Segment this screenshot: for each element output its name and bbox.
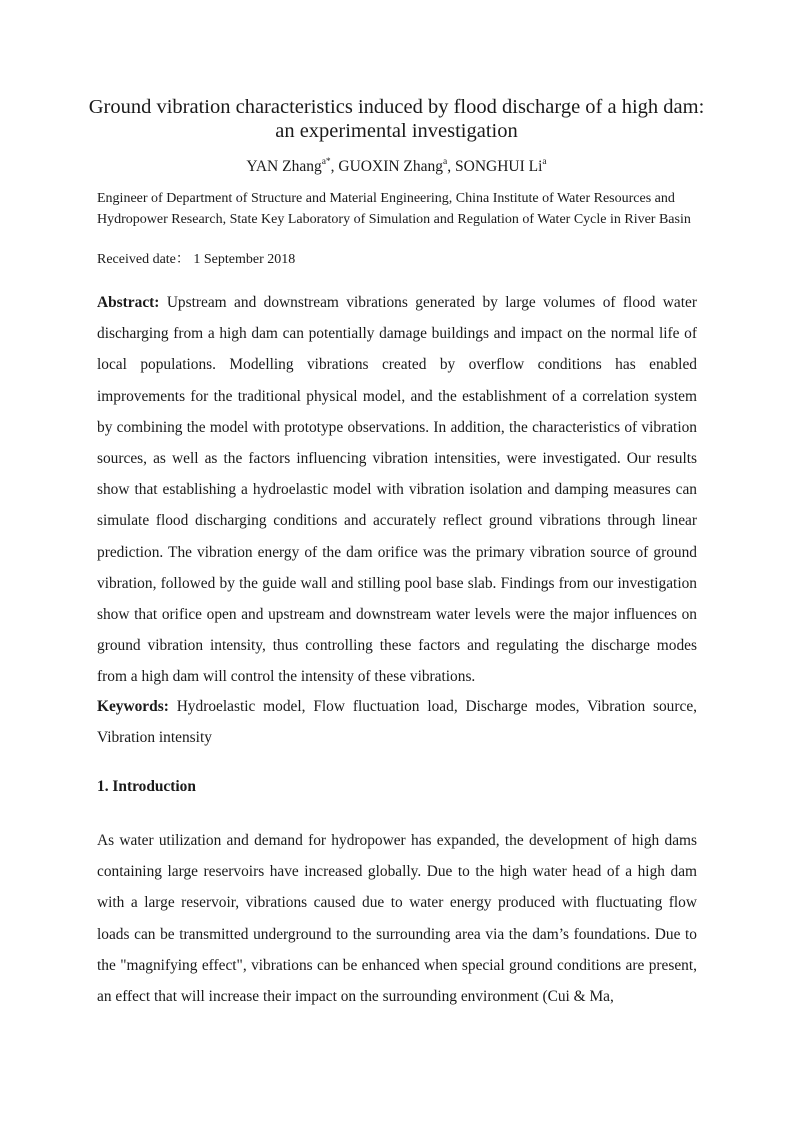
title-line-2: an experimental investigation <box>275 120 518 142</box>
abstract-text: Upstream and downstream vibrations generated by large volumes of flood water discharging from a high dam can potentially damage buildings and impact on the normal life of local populations. Modelling vibrations created by overflow conditions has enabled improvements for the traditional physical model, and the establishment of a correlation system by combining the model with prototype observations. In addition, the characteristics of vibration sources, as well as the factors influencing vibration intensities, were investigated. Our results show that establishing a hydroelastic model with vibration isolation and damping measures can simulate flood discharging conditions and accurately reflect ground vibrations through linear prediction. The vibration energy of the dam orifice was the primary vibration source of ground vibration, followed by the guide wall and stilling pool base slab. Findings from our investigation show that orifice open and upstream and downstream water levels were the major influences on ground vibration intensity, thus controlling these factors and regulating the discharge modes from a high dam will control the intensity of these vibrations. <box>97 294 697 686</box>
paper-title <box>60 95 733 143</box>
keywords-label: Keywords: <box>97 698 169 715</box>
abstract <box>97 287 697 693</box>
author-name: YAN Zhang <box>246 158 322 175</box>
author-name: SONGHUI Li <box>455 158 543 175</box>
received-date: Received date： 1 September 2018 <box>97 252 296 267</box>
author-list <box>60 157 733 177</box>
title-line-1: Ground vibration characteristics induced by flood discharge of a high dam: <box>88 96 705 118</box>
section-heading-introduction: 1. Introduction <box>97 778 196 795</box>
abstract-label: Abstract: <box>97 294 160 311</box>
author-separator: , <box>447 158 455 175</box>
author-affiliation-mark: a <box>443 156 448 167</box>
author-separator: , <box>330 158 339 175</box>
author-name: GUOXIN Zhang <box>338 158 444 175</box>
keywords <box>97 691 697 753</box>
author-affiliation-mark: a <box>542 156 547 167</box>
introduction-paragraph: As water utilization and demand for hydropower has expanded, the development of high dams containing large reservoirs have increased globally. Due to the high water head of a high dam with a large reservoir, vibrations caused due to water energy produced with fluctuating flow loads can be transmitted underground to the surrounding area via the dam’s foundations. Due to the "magnifying effect", vibrations can be enhanced when special ground conditions are present, an effect that will increase their impact on the surrounding environment (Cui & Ma, <box>97 832 697 1006</box>
author-affiliation-mark: a* <box>321 156 331 167</box>
keywords-text: Hydroelastic model, Flow fluctuation load, Discharge modes, Vibration source, Vibration intensity <box>97 698 697 747</box>
author-affiliation: Engineer of Department of Structure and Material Engineering, China Institute of Water Resources and Hydropower Research, State Key Laboratory of Simulation and Regulation of Water Cycle in River Basin <box>97 191 691 227</box>
